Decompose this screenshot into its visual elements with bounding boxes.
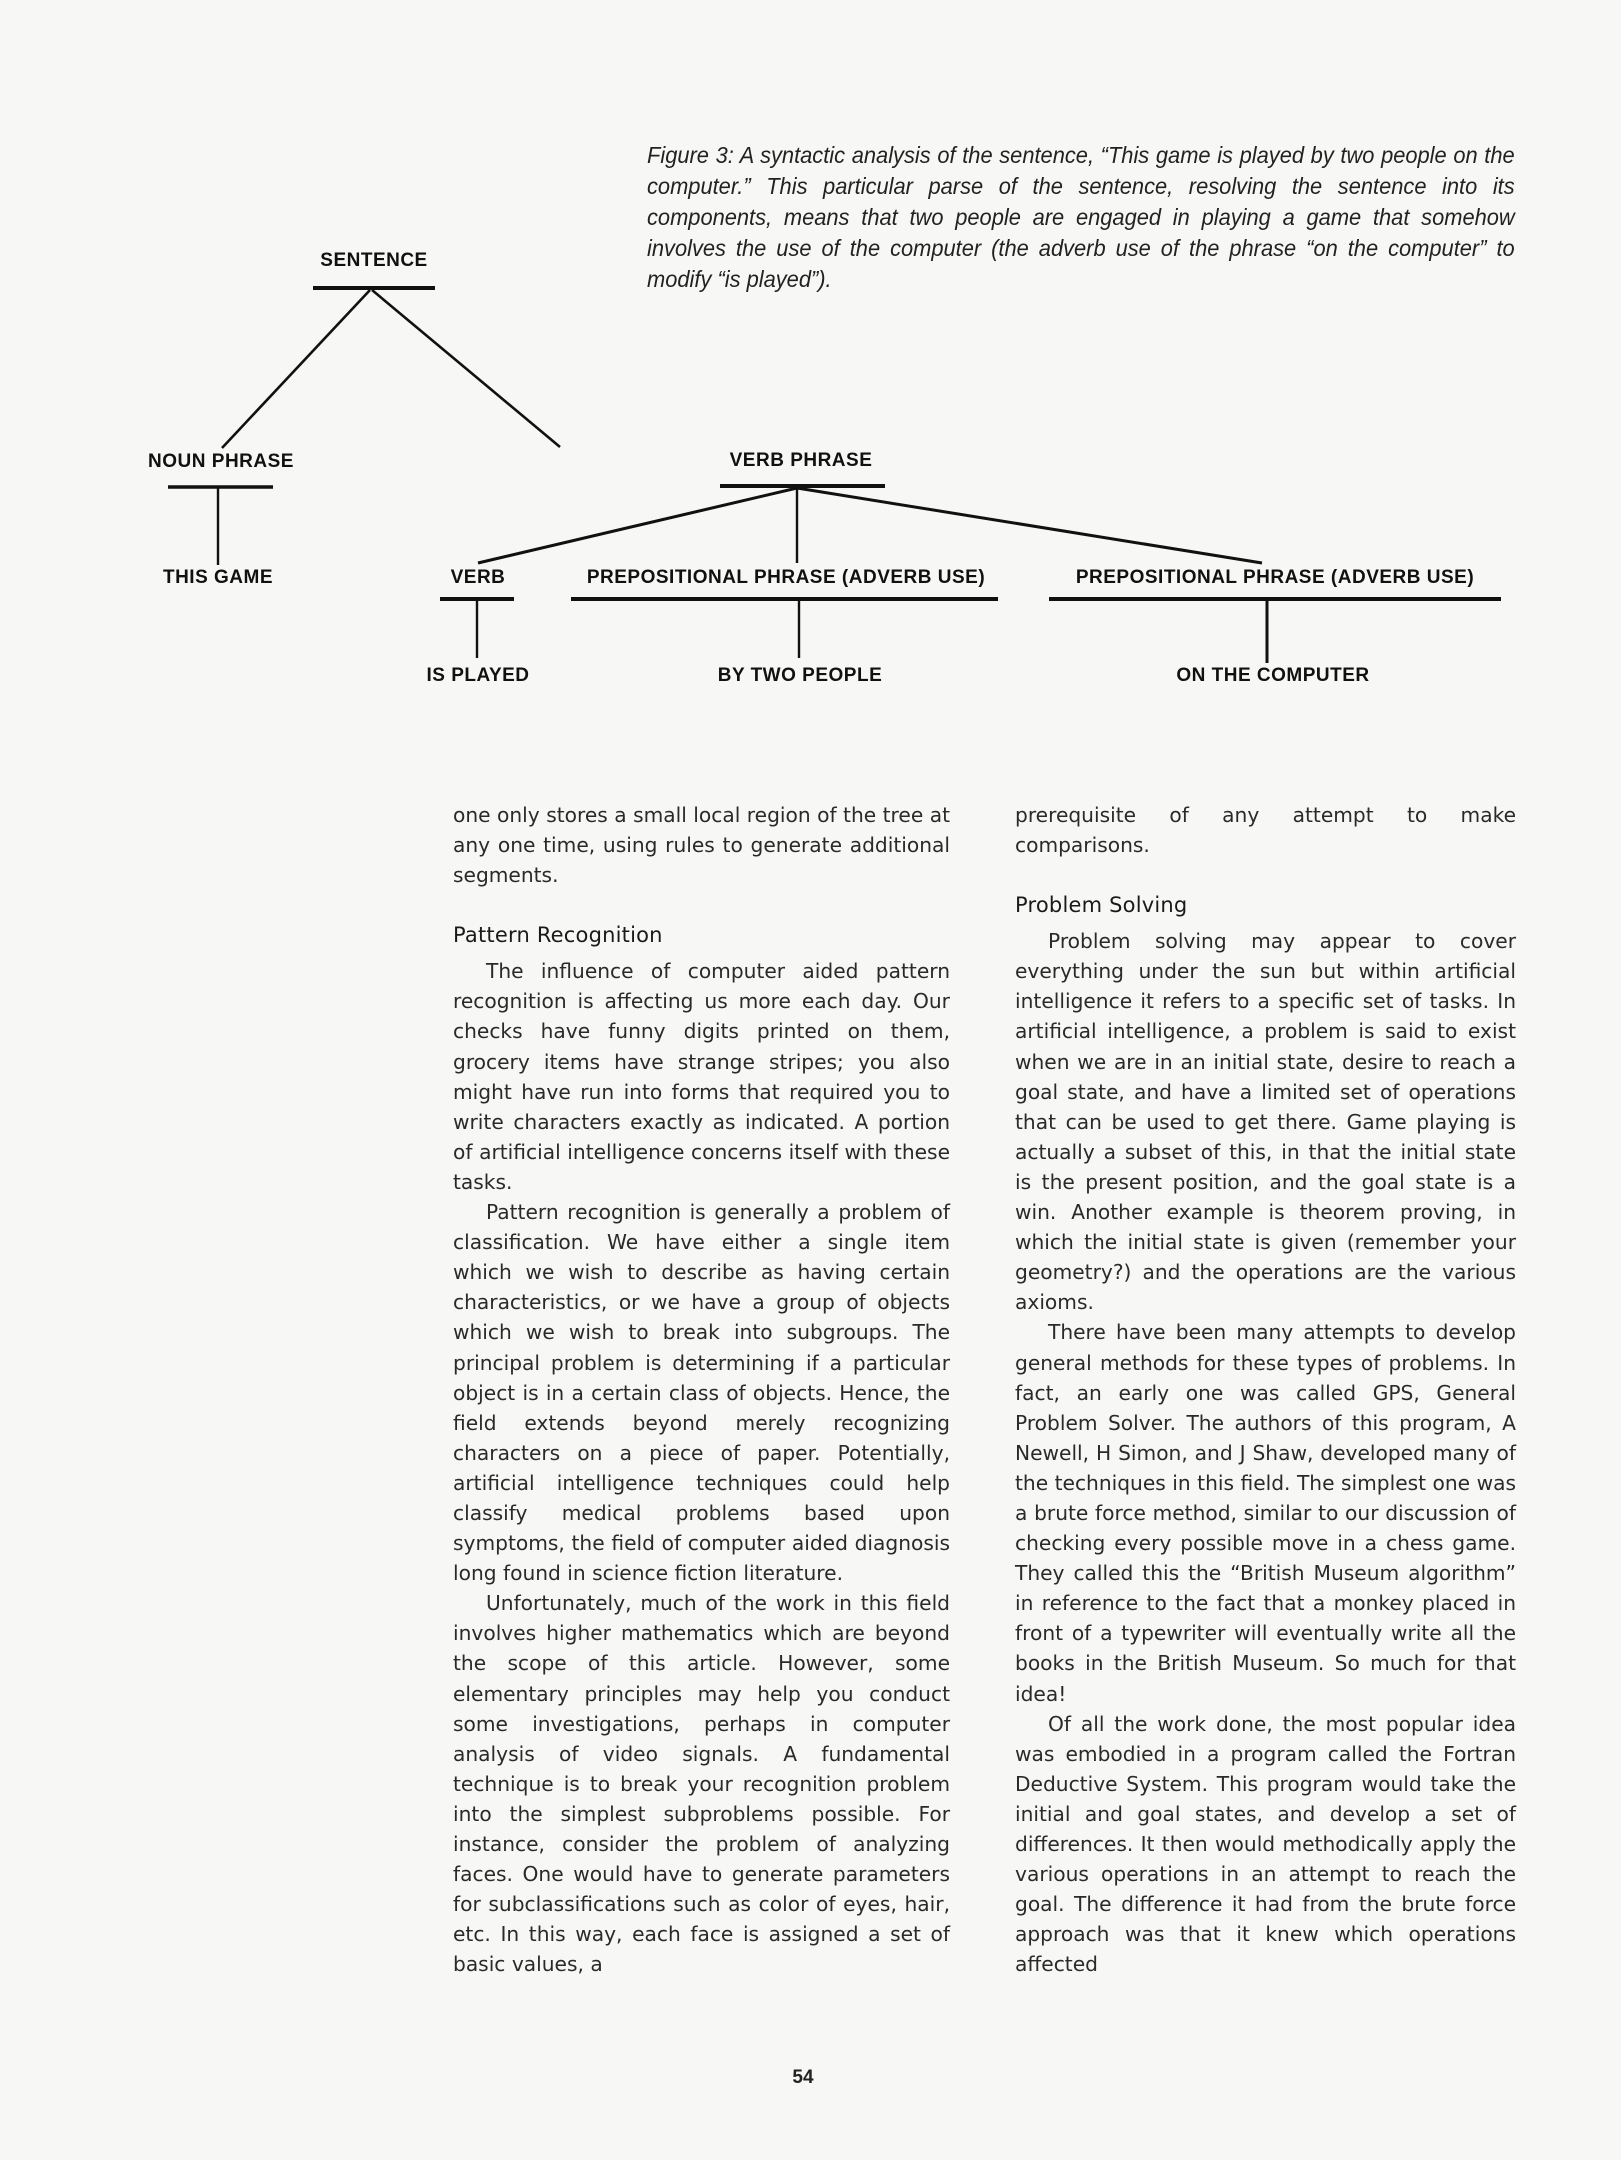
- figure-caption: Figure 3: A syntactic analysis of the sentence, “This game is played by two people on the computer.” This particular parse of the sentence, resolving the sentence into its components, means that two people are engaged in playing a game that somehow involves the use of the computer (the adverb use of the phrase “on the computer” to modify “is played”).: [647, 142, 1515, 292]
- paragraph: There have been many attempts to develop general methods for these types of problems. In fact, an early one was called GPS, General Problem Solver. The authors of this program, A Newell, H Simon, and J Shaw, developed many of the techniques in this field. The simplest one was a brute force method, similar to our discussion of checking every possible move in a chess game. They called this the “British Museum algorithm” in reference to the fact that a monkey placed in front of a typewriter will eventually write all the books in the British Museum. So much for that idea!: [1015, 1320, 1516, 1706]
- right-column: [1015, 800, 1516, 1979]
- paragraph: The influence of computer aided pattern recognition is affecting us more each day. Our checks have funny digits printed on them, grocery items have strange stripes; you also might have run into forms that required you to write characters exactly as indicated. A portion of artificial intelligence concerns itself with these tasks.: [453, 959, 950, 1194]
- section-heading-pattern-recognition: Pattern Recognition: [453, 923, 663, 948]
- paragraph: one only stores a small local region of the tree at any one time, using rules to generate additional segments.: [453, 803, 950, 888]
- section-heading-problem-solving: Problem Solving: [1015, 893, 1188, 918]
- left-column: [453, 800, 950, 1979]
- node-by-two-people: BY TWO PEOPLE: [717, 665, 883, 686]
- node-verb: VERB: [450, 567, 506, 588]
- page-number: 54: [792, 2067, 814, 2088]
- paragraph: Pattern recognition is generally a problem of classification. We have either a single item which we wish to describe as having certain characteristics, or we have a group of objects which we wish to break into subgroups. The principal problem is determining if a particular object is in a certain class of objects. Hence, the field extends beyond merely recognizing characters on a piece of paper. Potentially, artificial intelligence techniques could help classify medical problems based upon symptoms, the field of computer aided diagnosis long found in science fiction literature.: [453, 1200, 950, 1586]
- node-this-game: THIS GAME: [162, 567, 274, 588]
- node-is-played: IS PLAYED: [426, 665, 530, 686]
- node-prepositional-phrase-1: PREPOSITIONAL PHRASE (ADVERB USE): [586, 567, 986, 588]
- paragraph: Of all the work done, the most popular idea was embodied in a program called the Fortran Deductive System. This program would take the initial and goal states, and develop a set of differences. It then would methodically apply the various operations in an attempt to reach the goal. The difference it had from the brute force approach was that it knew which operations affected: [1015, 1711, 1516, 1977]
- node-noun-phrase: NOUN PHRASE: [148, 451, 294, 472]
- paragraph: Unfortunately, much of the work in this field involves higher mathematics which are beyond the scope of this article. However, some elementary principles may help you conduct some investigations, perhaps in computer analysis of video signals. A fundamental technique is to break your recognition problem into the simplest subproblems possible. For instance, consider the problem of analyzing faces. One would have to generate parameters for subclassifications such as color of eyes, hair, etc. In this way, each face is assigned a set of basic values, a: [453, 1591, 950, 1977]
- node-verb-phrase: VERB PHRASE: [729, 450, 873, 471]
- parse-tree-diagram: [0, 0, 1621, 720]
- node-on-the-computer: ON THE COMPUTER: [1176, 665, 1370, 686]
- paragraph: Problem solving may appear to cover everything under the sun but within artificial intelligence it refers to a specific set of tasks. In artificial intelligence, a problem is said to exist when we are in an initial state, desire to reach a goal state, and have a limited set of operations that can be used to get there. Game playing is actually a subset of this, in that the initial state is the present position, and the goal state is a win. Another example is theorem proving, in which the initial state is given (remember your geometry?) and the operations are the various axioms.: [1015, 929, 1516, 1315]
- paragraph: prerequisite of any attempt to make comparisons.: [1015, 803, 1516, 858]
- node-prepositional-phrase-2: PREPOSITIONAL PHRASE (ADVERB USE): [1075, 567, 1475, 588]
- node-sentence: SENTENCE: [320, 250, 428, 271]
